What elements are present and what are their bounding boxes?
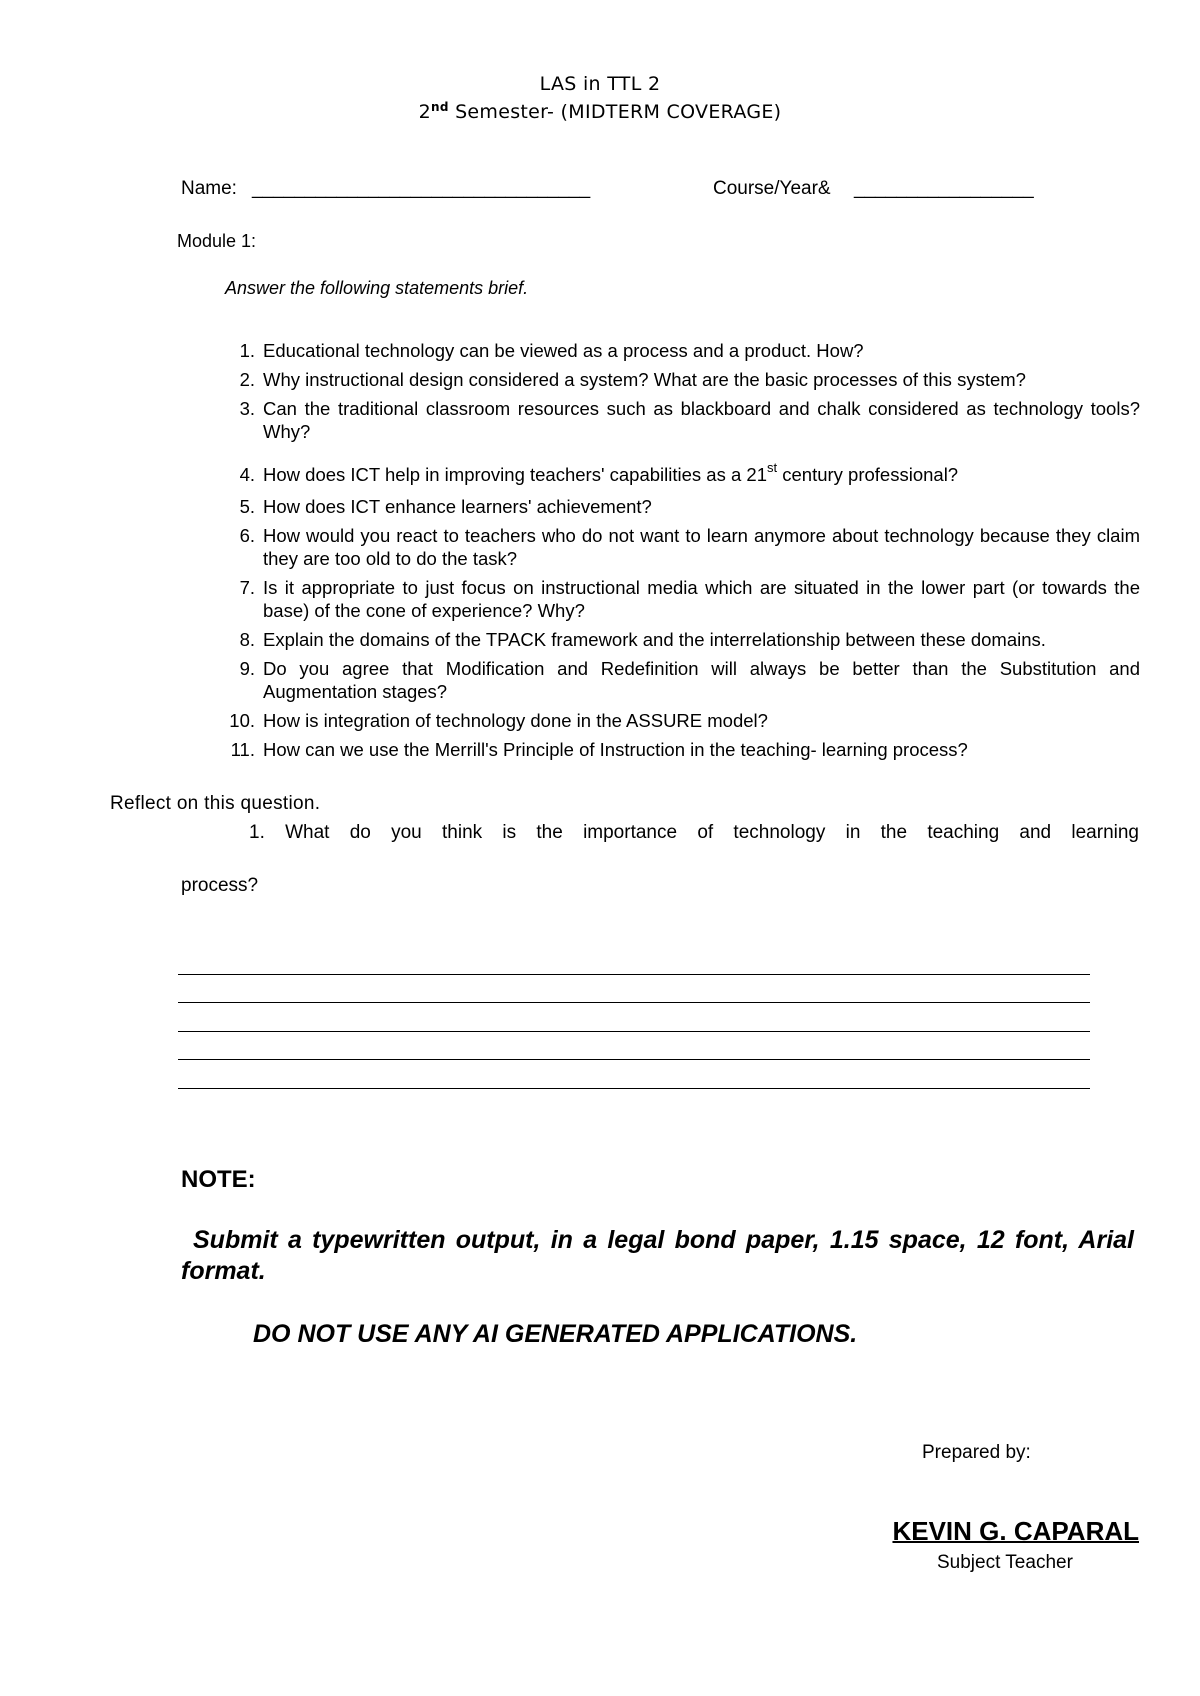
answer-line[interactable] bbox=[178, 1031, 1090, 1032]
submission-instruction: Submit a typewritten output, in a legal bond paper, 1.15 space, 12 font, Arial format. bbox=[181, 1226, 1134, 1285]
question-number: 10. bbox=[229, 710, 255, 731]
reflection-question: 1. What do you think is the importance of technology in the teaching and learning bbox=[249, 822, 1139, 843]
reflection-heading: Reflect on this question. bbox=[110, 793, 321, 814]
question-text: How can we use the Merrill's Principle of Instruction in the teaching- learning process? bbox=[263, 739, 968, 760]
question-number: 5. bbox=[239, 496, 255, 517]
answer-line[interactable] bbox=[178, 1002, 1090, 1003]
question-number: 7. bbox=[239, 577, 255, 598]
semester-ordinal: 2 bbox=[418, 101, 431, 123]
question-number: 9. bbox=[239, 658, 255, 679]
question-number: 3. bbox=[239, 398, 255, 419]
question-number: 2. bbox=[239, 369, 255, 390]
question-number: 1. bbox=[239, 340, 255, 361]
module-instruction: Answer the following statements brief. bbox=[225, 278, 529, 298]
question-text: How does ICT enhance learners' achievement? bbox=[263, 496, 652, 517]
name-field[interactable]: ________________________________ bbox=[252, 178, 591, 199]
answer-line[interactable] bbox=[178, 1059, 1090, 1060]
ai-warning: DO NOT USE ANY AI GENERATED APPLICATIONS. bbox=[253, 1320, 858, 1348]
note-heading: NOTE: bbox=[181, 1166, 256, 1193]
teacher-role: Subject Teacher bbox=[937, 1552, 1073, 1573]
name-label: Name: bbox=[181, 178, 237, 199]
reflection-question-continued: process? bbox=[181, 875, 259, 896]
question-text: Do you agree that Modification and Redefinition will always be better than the Substitution and Augmentation stages? bbox=[263, 658, 1140, 702]
course-year-label: Course/Year& bbox=[713, 178, 831, 199]
question-number: 4. bbox=[239, 464, 255, 485]
question-text: Explain the domains of the TPACK framework and the interrelationship between these domains. bbox=[263, 629, 1046, 650]
answer-line[interactable] bbox=[178, 1088, 1090, 1089]
course-year-field[interactable]: _________________ bbox=[854, 178, 1034, 199]
semester-ordinal-suffix: nd bbox=[431, 100, 449, 114]
answer-line[interactable] bbox=[178, 974, 1090, 975]
question-text: How would you react to teachers who do not want to learn anymore about technology because they claim they are too old to do the task? bbox=[263, 525, 1140, 569]
question-text: How is integration of technology done in the ASSURE model? bbox=[263, 710, 768, 731]
question-text: Is it appropriate to just focus on instructional media which are situated in the lower part (or towards the base) of the cone of experience? Why? bbox=[263, 577, 1140, 621]
question-number: 11. bbox=[230, 739, 255, 760]
ordinal-suffix: st bbox=[766, 460, 778, 475]
module-label: Module 1: bbox=[177, 231, 257, 251]
question-number: 6. bbox=[239, 525, 255, 546]
semester-coverage: Semester- (MIDTERM COVERAGE) bbox=[448, 101, 782, 123]
document-title: LAS in TTL 2 bbox=[539, 73, 661, 95]
question-text: Why instructional design considered a system? What are the basic processes of this system? bbox=[263, 369, 1026, 390]
prepared-by-label: Prepared by: bbox=[922, 1442, 1031, 1463]
semester-subtitle bbox=[0, 101, 1200, 123]
question-text bbox=[263, 460, 1140, 486]
question-text: Educational technology can be viewed as a process and a product. How? bbox=[263, 340, 864, 361]
question-text-part: century professional? bbox=[777, 464, 959, 485]
teacher-name: KEVIN G. CAPARAL bbox=[892, 1516, 1139, 1546]
question-text-part: How does ICT help in improving teachers' capabilities as a 21 bbox=[263, 464, 767, 485]
question-number: 8. bbox=[239, 629, 255, 650]
question-text: Can the traditional classroom resources such as blackboard and chalk considered as technology tools? Why? bbox=[263, 398, 1140, 442]
